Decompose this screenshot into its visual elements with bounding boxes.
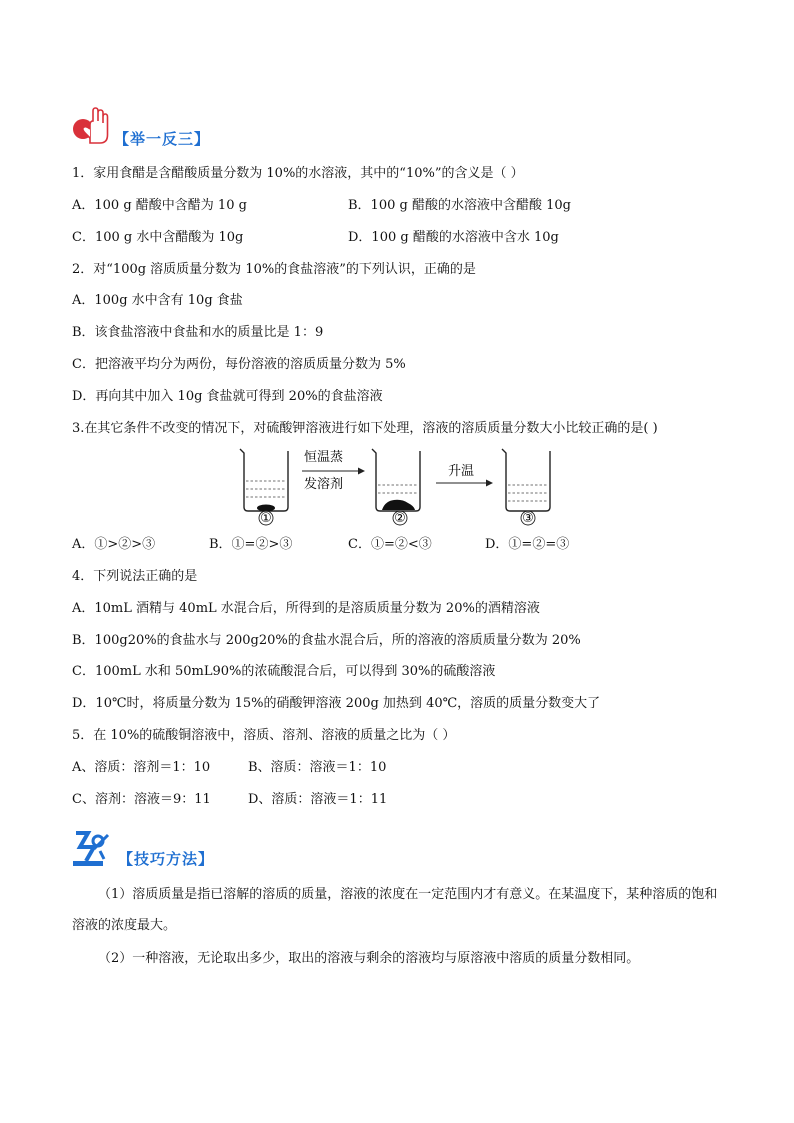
arrow-evaporate-label-1: 恒温蒸 <box>304 450 344 465</box>
option-d: D．100 g 醋酸的水溶液中含水 10g <box>348 230 559 245</box>
option-b: B．①=②>③ <box>209 537 293 552</box>
tip-paragraph-1-text: （1）溶质质量是指已溶解的溶质的质量，溶液的浓度在一定范围内才有意义。在某温度下，某种溶质的饱和溶液的浓度最大。 <box>72 887 718 933</box>
tip-paragraph-1 <box>72 879 724 941</box>
hand-icon <box>70 103 112 147</box>
tip-paragraph-2 <box>72 943 724 974</box>
option-d: D．①=②=③ <box>485 537 570 552</box>
option-c: C．100mL 水和 50mL90%的浓硫酸混合后，可以得到 30%的硫酸溶液 <box>72 664 496 679</box>
option-a: A．①>②>③ <box>72 537 156 552</box>
option-d: D．再向其中加入 10g 食盐就可得到 20%的食盐溶液 <box>72 389 383 404</box>
beaker-2 <box>372 449 420 526</box>
option-a: A、溶质：溶剂＝1：10 <box>72 760 211 775</box>
arrow-evaporate <box>302 449 365 492</box>
option-d: D．10℃时，将质量分数为 15%的硝酸钾溶液 200g 加热到 40℃，溶质的质量分数变大了 <box>72 696 601 711</box>
beaker-2-label: ② <box>394 511 406 526</box>
option-a: A．100g 水中含有 10g 食盐 <box>72 293 243 308</box>
beaker-3-label: ③ <box>522 511 534 526</box>
beaker-process-diagram <box>232 445 562 527</box>
option-a: A．10mL 酒精与 40mL 水混合后，所得到的是溶质质量分数为 20%的酒精溶液 <box>72 601 540 616</box>
tools-icon <box>70 827 114 869</box>
beaker-1-label: ① <box>260 511 272 526</box>
option-c: C．①=②<③ <box>348 537 432 552</box>
option-a: A．100 g 醋酸中含醋为 10 g <box>72 198 247 213</box>
arrow-evaporate-label-2: 发溶剂 <box>304 477 344 492</box>
section-heading-practice <box>70 100 210 149</box>
question-4-stem: 4．下列说法正确的是 <box>72 569 198 584</box>
option-c: C．100 g 水中含醋酸为 10g <box>72 230 244 245</box>
tip-paragraph-2-text: （2）一种溶液，无论取出多少，取出的溶液与剩余的溶液均与原溶液中溶质的质量分数相同。 <box>98 951 640 966</box>
option-d: D、溶质：溶液＝1：11 <box>248 792 388 807</box>
section-title: 【举一反三】 <box>114 130 211 148</box>
beaker-3 <box>502 449 550 526</box>
arrow-heat <box>436 464 493 487</box>
option-b: B、溶质：溶液＝1：10 <box>248 760 387 775</box>
option-c: C．把溶液平均分为两份，每份溶液的溶质质量分数为 5% <box>72 357 406 372</box>
option-c: C、溶剂：溶液＝9：11 <box>72 792 211 807</box>
question-3-stem: 3.在其它条件不改变的情况下，对硫酸钾溶液进行如下处理，溶液的溶质质量分数大小比较正确的是( ) <box>72 421 658 436</box>
question-2-stem: 2．对“100g 溶质质量分数为 10%的食盐溶液”的下列认识，正确的是 <box>72 262 476 277</box>
beaker-1 <box>240 449 288 526</box>
arrow-heat-label: 升温 <box>448 464 475 479</box>
section-heading-methods <box>70 826 214 869</box>
option-b: B．100 g 醋酸的水溶液中含醋酸 10g <box>348 198 571 213</box>
section-title: 【技巧方法】 <box>118 850 215 868</box>
question-5-stem: 5．在 10%的硫酸铜溶液中，溶质、溶剂、溶液的质量之比为（ ） <box>72 728 456 743</box>
option-b: B．该食盐溶液中食盐和水的质量比是 1：9 <box>72 325 324 340</box>
question-1-stem: 1．家用食醋是含醋酸质量分数为 10%的水溶液，其中的“10%”的含义是（ ） <box>72 166 524 181</box>
option-b: B．100g20%的食盐水与 200g20%的食盐水混合后，所的溶液的溶质质量分数为 20% <box>72 633 581 648</box>
